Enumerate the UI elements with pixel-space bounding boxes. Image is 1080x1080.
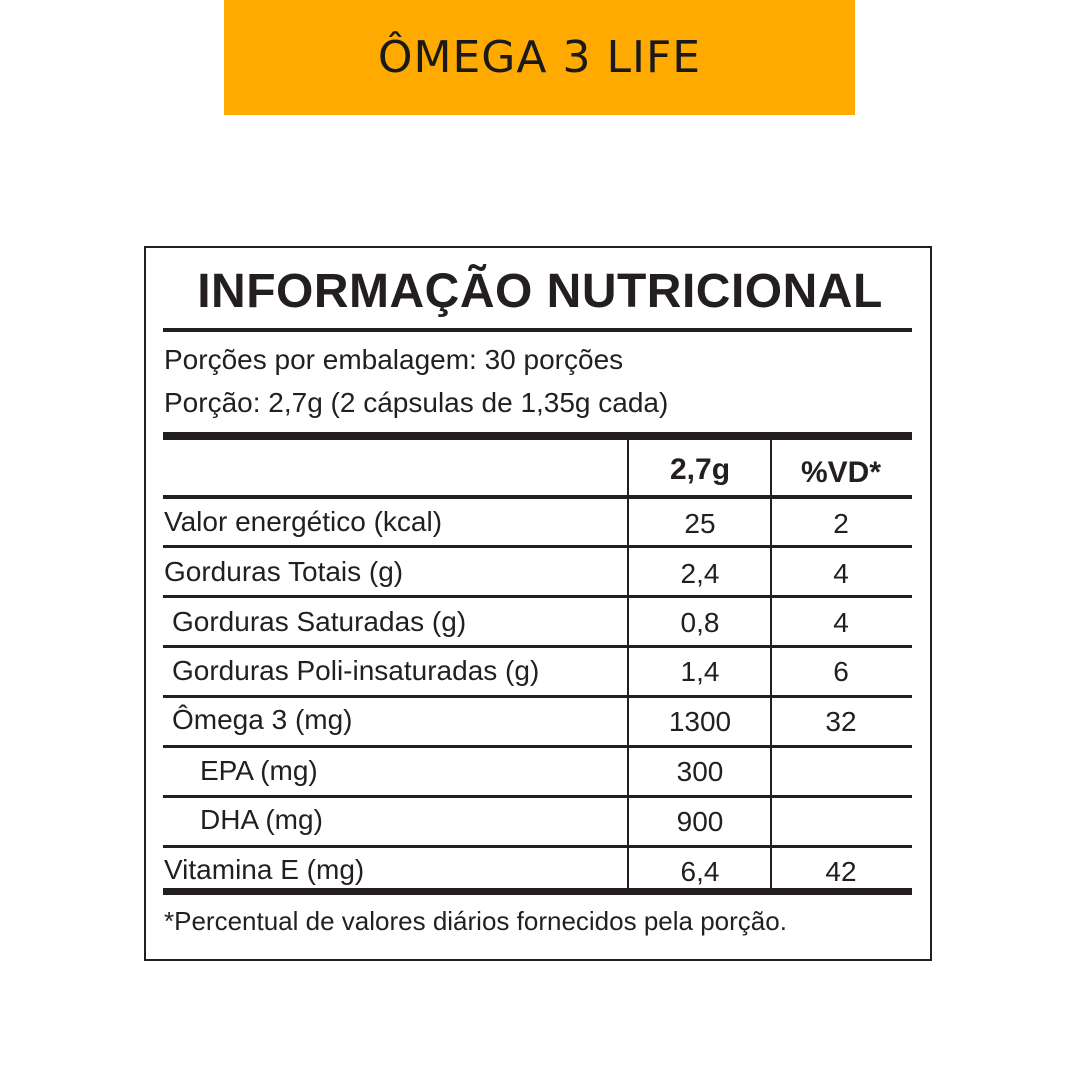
row-name: Gorduras Poli-insaturadas (g) bbox=[172, 655, 540, 686]
row-name: Ômega 3 (mg) bbox=[172, 704, 353, 735]
product-title: ÔMEGA 3 LIFE bbox=[377, 32, 702, 83]
row-name: Gorduras Totais (g) bbox=[164, 556, 404, 587]
row-name: Valor energético (kcal) bbox=[164, 506, 443, 537]
product-banner bbox=[224, 0, 855, 115]
row-amount: 1,4 bbox=[680, 656, 720, 687]
row-name: EPA (mg) bbox=[200, 755, 318, 786]
column-divider bbox=[627, 440, 629, 890]
row-dv: 2 bbox=[833, 508, 849, 539]
servings-per-package: Porções por embalagem: 30 porções bbox=[164, 344, 624, 375]
header-dv: %VD* bbox=[800, 456, 882, 489]
row-dv: 42 bbox=[825, 856, 857, 887]
row-amount: 300 bbox=[676, 756, 724, 787]
row-dv: 4 bbox=[833, 558, 849, 589]
row-amount: 0,8 bbox=[680, 607, 720, 638]
row-amount: 900 bbox=[676, 806, 724, 837]
title-rule bbox=[163, 328, 912, 332]
row-amount: 6,4 bbox=[680, 856, 720, 887]
footnote: *Percentual de valores diários fornecidos pela porção. bbox=[164, 906, 787, 936]
serving-size: Porção: 2,7g (2 cápsulas de 1,35g cada) bbox=[164, 387, 669, 418]
row-name: Gorduras Saturadas (g) bbox=[172, 606, 467, 637]
row-name: DHA (mg) bbox=[200, 804, 323, 835]
serving-rule bbox=[163, 432, 912, 440]
row-name: Vitamina E (mg) bbox=[164, 854, 365, 885]
label-title: INFORMAÇÃO NUTRICIONAL bbox=[197, 265, 883, 318]
row-amount: 1300 bbox=[668, 706, 732, 737]
header-amount: 2,7g bbox=[669, 453, 731, 486]
row-dv: 4 bbox=[833, 607, 849, 638]
row-dv bbox=[772, 747, 910, 797]
row-dv: 32 bbox=[825, 706, 857, 737]
row-amount: 2,4 bbox=[680, 558, 720, 589]
row-dv: 6 bbox=[833, 656, 849, 687]
row-dv bbox=[772, 797, 910, 847]
row-amount: 25 bbox=[684, 508, 716, 539]
